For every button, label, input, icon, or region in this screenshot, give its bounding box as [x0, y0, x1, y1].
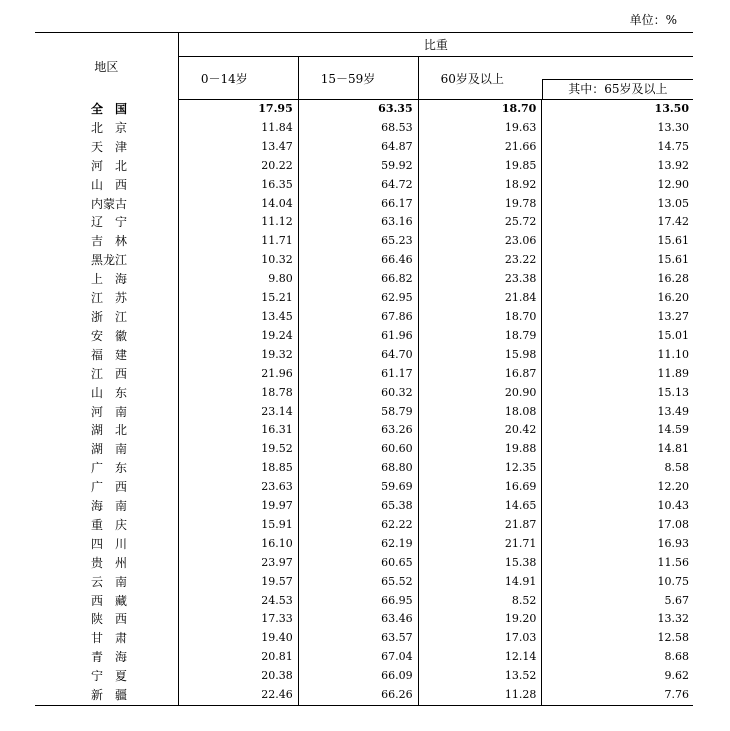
region-cell: 全 国 — [35, 100, 178, 119]
age-15-59-cell: 63.46 — [298, 610, 418, 629]
age-0-14-cell: 11.84 — [178, 119, 298, 138]
age-15-59-cell: 66.26 — [298, 686, 418, 705]
table-row — [35, 610, 693, 629]
age-60-plus-cell: 14.65 — [418, 497, 542, 516]
age-0-14-cell: 23.14 — [178, 403, 298, 422]
age-0-14-cell: 19.52 — [178, 440, 298, 459]
age-0-14-cell: 15.91 — [178, 516, 298, 535]
age-65-plus-cell: 11.89 — [657, 366, 689, 380]
table-row — [35, 629, 693, 648]
region-cell: 浙 江 — [35, 308, 178, 327]
age-65-plus-cell: 12.58 — [657, 631, 689, 645]
age-60-plus-cell: 19.85 — [418, 157, 542, 176]
age-60-plus-cell: 15.98 — [418, 346, 542, 365]
header-age-60-plus: 60岁及以上 — [418, 57, 542, 100]
age-60-plus-cell: 11.28 — [418, 686, 542, 705]
age-15-59-cell: 66.17 — [298, 195, 418, 214]
table-row — [35, 497, 693, 516]
age-60-plus-cell: 18.70 — [418, 100, 542, 119]
unit-label: 单位：% — [629, 13, 677, 27]
age-15-59-cell: 66.82 — [298, 270, 418, 289]
table-row — [35, 308, 693, 327]
age-65-plus-cell: 15.13 — [657, 385, 689, 399]
age-15-59-cell: 61.96 — [298, 327, 418, 346]
age-65-plus-cell: 15.01 — [657, 328, 689, 342]
age-15-59-cell: 61.17 — [298, 365, 418, 384]
table-row — [35, 157, 693, 176]
age-60-plus-cell: 20.42 — [418, 421, 542, 440]
age-60-plus-cell: 21.87 — [418, 516, 542, 535]
age-15-59-cell: 68.80 — [298, 459, 418, 478]
table-row — [35, 592, 693, 611]
region-cell: 黑龙江 — [35, 251, 178, 270]
age-65-plus-cell: 17.42 — [657, 215, 689, 229]
age-15-59-cell: 60.65 — [298, 554, 418, 573]
age-15-59-cell: 62.19 — [298, 535, 418, 554]
age-15-59-cell: 66.95 — [298, 592, 418, 611]
table-row — [35, 365, 693, 384]
age-0-14-cell: 19.57 — [178, 573, 298, 592]
age-60-plus-cell: 21.84 — [418, 289, 542, 308]
header-proportion: 比重 — [178, 33, 693, 57]
age-0-14-cell: 9.80 — [178, 270, 298, 289]
region-cell: 宁 夏 — [35, 667, 178, 686]
age-65-plus-cell: 8.58 — [664, 461, 689, 475]
age-60-plus-cell: 13.52 — [418, 667, 542, 686]
header-region: 地区 — [35, 33, 178, 100]
age-65-plus-cell: 10.75 — [657, 574, 689, 588]
age-0-14-cell: 21.96 — [178, 365, 298, 384]
age-65-plus-cell: 13.27 — [657, 309, 689, 323]
age-60-plus-cell: 23.22 — [418, 251, 542, 270]
age-15-59-cell: 68.53 — [298, 119, 418, 138]
age-65-plus-cell: 13.50 — [654, 102, 689, 115]
region-cell: 河 南 — [35, 403, 178, 422]
table-row — [35, 648, 693, 667]
region-cell: 江 苏 — [35, 289, 178, 308]
age-65-plus-cell: 15.61 — [657, 234, 689, 248]
region-cell: 江 西 — [35, 365, 178, 384]
age-0-14-cell: 20.22 — [178, 157, 298, 176]
age-15-59-cell: 62.22 — [298, 516, 418, 535]
region-cell: 北 京 — [35, 119, 178, 138]
table-row — [35, 516, 693, 535]
age-60-plus-cell: 20.90 — [418, 384, 542, 403]
age-60-plus-cell: 23.38 — [418, 270, 542, 289]
age-65-plus-cell: 16.93 — [657, 536, 689, 550]
age-65-plus-cell: 10.43 — [657, 499, 689, 513]
age-0-14-cell: 22.46 — [178, 686, 298, 705]
region-cell: 河 北 — [35, 157, 178, 176]
header-age-65-plus — [542, 57, 693, 100]
age-65-plus-cell: 11.10 — [657, 347, 689, 361]
table-row — [35, 195, 693, 214]
age-65-plus-cell: 13.92 — [657, 158, 689, 172]
region-cell: 海 南 — [35, 497, 178, 516]
age-0-14-cell: 20.38 — [178, 667, 298, 686]
age-65-plus-cell: 13.49 — [657, 404, 689, 418]
age-65-plus-cell: 8.68 — [664, 650, 689, 664]
age-15-59-cell: 67.04 — [298, 648, 418, 667]
age-0-14-cell: 19.40 — [178, 629, 298, 648]
age-15-59-cell: 66.09 — [298, 667, 418, 686]
region-cell: 山 西 — [35, 176, 178, 195]
age-0-14-cell: 23.97 — [178, 554, 298, 573]
region-cell: 吉 林 — [35, 232, 178, 251]
age-0-14-cell: 20.81 — [178, 648, 298, 667]
region-cell: 上 海 — [35, 270, 178, 289]
age-60-plus-cell: 18.92 — [418, 176, 542, 195]
age-60-plus-cell: 19.78 — [418, 195, 542, 214]
region-cell: 重 庆 — [35, 516, 178, 535]
age-15-59-cell: 63.26 — [298, 421, 418, 440]
age-0-14-cell: 11.12 — [178, 213, 298, 232]
age-0-14-cell: 23.63 — [178, 478, 298, 497]
table-body — [35, 100, 693, 706]
age-15-59-cell: 60.32 — [298, 384, 418, 403]
age-0-14-cell: 11.71 — [178, 232, 298, 251]
age-15-59-cell: 64.70 — [298, 346, 418, 365]
age-65-plus-cell: 13.05 — [657, 196, 689, 210]
age-15-59-cell: 65.52 — [298, 573, 418, 592]
table-row — [35, 327, 693, 346]
age-0-14-cell: 19.32 — [178, 346, 298, 365]
age-65-plus-cell: 12.20 — [657, 480, 689, 494]
age-60-plus-cell: 14.91 — [418, 573, 542, 592]
table-row — [35, 440, 693, 459]
age-60-plus-cell: 8.52 — [418, 592, 542, 611]
age-60-plus-cell: 19.20 — [418, 610, 542, 629]
region-cell: 山 东 — [35, 384, 178, 403]
age-65-plus-cell: 15.61 — [657, 253, 689, 267]
table-row — [35, 251, 693, 270]
age-15-59-cell: 65.23 — [298, 232, 418, 251]
table-row — [35, 176, 693, 195]
region-cell: 新 疆 — [35, 686, 178, 705]
age-65-plus-cell: 9.62 — [664, 669, 689, 683]
table-row — [35, 667, 693, 686]
age-0-14-cell: 16.10 — [178, 535, 298, 554]
age-60-plus-cell: 18.70 — [418, 308, 542, 327]
age-65-plus-cell: 5.67 — [664, 593, 689, 607]
table-row — [35, 232, 693, 251]
age-15-59-cell: 65.38 — [298, 497, 418, 516]
region-cell: 辽 宁 — [35, 213, 178, 232]
age-65-plus-cell: 12.90 — [657, 177, 689, 191]
region-cell: 福 建 — [35, 346, 178, 365]
table-row — [35, 403, 693, 422]
region-cell: 西 藏 — [35, 592, 178, 611]
table-row — [35, 213, 693, 232]
age-15-59-cell: 67.86 — [298, 308, 418, 327]
age-15-59-cell: 59.92 — [298, 157, 418, 176]
population-age-table — [35, 32, 693, 706]
age-65-plus-cell: 16.28 — [657, 272, 689, 286]
age-0-14-cell: 19.24 — [178, 327, 298, 346]
age-15-59-cell: 62.95 — [298, 289, 418, 308]
age-0-14-cell: 16.31 — [178, 421, 298, 440]
age-60-plus-cell: 16.69 — [418, 478, 542, 497]
header-age-15-59: 15－59岁 — [298, 57, 418, 100]
region-cell: 陕 西 — [35, 610, 178, 629]
age-65-plus-cell: 14.59 — [657, 423, 689, 437]
age-0-14-cell: 15.21 — [178, 289, 298, 308]
header-age-65-plus-label: 其中：65岁及以上 — [542, 79, 693, 99]
age-65-plus-cell: 13.32 — [657, 612, 689, 626]
age-65-plus-cell: 7.76 — [542, 686, 693, 705]
region-cell: 云 南 — [35, 573, 178, 592]
age-15-59-cell: 66.46 — [298, 251, 418, 270]
age-60-plus-cell: 21.71 — [418, 535, 542, 554]
age-15-59-cell: 58.79 — [298, 403, 418, 422]
age-0-14-cell: 14.04 — [178, 195, 298, 214]
age-60-plus-cell: 21.66 — [418, 138, 542, 157]
age-0-14-cell: 17.95 — [178, 100, 298, 119]
age-15-59-cell: 64.87 — [298, 138, 418, 157]
table-row — [35, 686, 693, 705]
region-cell: 甘 肃 — [35, 629, 178, 648]
age-65-plus-cell: 13.30 — [657, 120, 689, 134]
region-cell: 四 川 — [35, 535, 178, 554]
table-row — [35, 289, 693, 308]
age-15-59-cell: 59.69 — [298, 478, 418, 497]
table-row — [35, 384, 693, 403]
table-row — [35, 346, 693, 365]
age-60-plus-cell: 19.88 — [418, 440, 542, 459]
age-60-plus-cell: 17.03 — [418, 629, 542, 648]
age-0-14-cell: 17.33 — [178, 610, 298, 629]
age-65-plus-cell: 14.75 — [657, 139, 689, 153]
age-65-plus-cell: 14.81 — [657, 442, 689, 456]
table-row — [35, 421, 693, 440]
age-15-59-cell: 63.57 — [298, 629, 418, 648]
table-row — [35, 459, 693, 478]
region-cell: 湖 北 — [35, 421, 178, 440]
age-60-plus-cell: 12.35 — [418, 459, 542, 478]
age-0-14-cell: 13.45 — [178, 308, 298, 327]
table-row — [35, 535, 693, 554]
age-60-plus-cell: 18.79 — [418, 327, 542, 346]
age-60-plus-cell: 12.14 — [418, 648, 542, 667]
age-60-plus-cell: 25.72 — [418, 213, 542, 232]
header-age-0-14: 0－14岁 — [178, 57, 298, 100]
age-15-59-cell: 64.72 — [298, 176, 418, 195]
age-0-14-cell: 10.32 — [178, 251, 298, 270]
table-row — [35, 554, 693, 573]
table-row — [35, 119, 693, 138]
table-row — [35, 100, 693, 119]
age-15-59-cell: 63.16 — [298, 213, 418, 232]
age-65-plus-cell: 17.08 — [657, 517, 689, 531]
age-0-14-cell: 24.53 — [178, 592, 298, 611]
age-0-14-cell: 18.85 — [178, 459, 298, 478]
region-cell: 广 东 — [35, 459, 178, 478]
table-row — [35, 138, 693, 157]
region-cell: 广 西 — [35, 478, 178, 497]
region-cell: 安 徽 — [35, 327, 178, 346]
table-row — [35, 478, 693, 497]
table-row — [35, 573, 693, 592]
age-65-plus-cell: 11.56 — [657, 555, 689, 569]
age-0-14-cell: 18.78 — [178, 384, 298, 403]
region-cell: 湖 南 — [35, 440, 178, 459]
region-cell: 天 津 — [35, 138, 178, 157]
age-60-plus-cell: 23.06 — [418, 232, 542, 251]
age-15-59-cell: 60.60 — [298, 440, 418, 459]
age-60-plus-cell: 19.63 — [418, 119, 542, 138]
age-0-14-cell: 13.47 — [178, 138, 298, 157]
region-cell: 内蒙古 — [35, 195, 178, 214]
region-cell: 青 海 — [35, 648, 178, 667]
age-15-59-cell: 63.35 — [298, 100, 418, 119]
age-0-14-cell: 19.97 — [178, 497, 298, 516]
age-60-plus-cell: 18.08 — [418, 403, 542, 422]
age-60-plus-cell: 15.38 — [418, 554, 542, 573]
region-cell: 贵 州 — [35, 554, 178, 573]
age-60-plus-cell: 16.87 — [418, 365, 542, 384]
table-row — [35, 270, 693, 289]
age-0-14-cell: 16.35 — [178, 176, 298, 195]
age-65-plus-cell: 16.20 — [657, 291, 689, 305]
